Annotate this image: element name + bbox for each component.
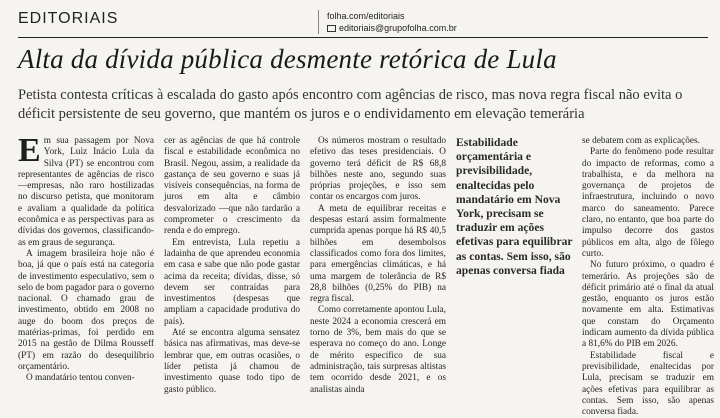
section-label: EDITORIAIS xyxy=(18,10,119,27)
paragraph: Como corretamente apontou Lula, neste 2024 a economia crescerá em torno de 3%, bem mais do que se esperava no começo do ano. Longe de mérito específico de sua administração, tais surpresas altistas tem ocorrido desde 2021, e os analistas ainda xyxy=(310,305,446,395)
paragraph: Parte do fenômeno pode resultar do impacto de reformas, como a trabalhista, e da melhora na governança de projetos de infraestrutura, incluindo o novo marco do saneamento. Parece claro, no entanto, que boa parte do impulso decorre dos gastos públicos em alta, algo de fôlego curto. xyxy=(582,147,714,259)
article-body xyxy=(18,132,714,418)
drop-cap: E xyxy=(18,132,41,169)
pull-quote xyxy=(456,136,574,278)
paragraph: se debatem com as explicações. xyxy=(582,136,700,146)
site-link[interactable]: folha.com/editoriais xyxy=(327,11,405,21)
paragraph: cer as agências de que há controle fiscal e estabilidade econômica no Brasil. Negou, assim, a realidade da gastança de seu governo e suas já visíveis consequências, na forma de juros em alta e câmbio desvalorizado —que não tardarão a comprometer o crescimento da renda e do emprego. xyxy=(164,136,300,237)
paragraph: Em entrevista, Lula repetiu a ladainha de que aprendeu economia em casa e sabe que não pode gastar acima da receita; dívidas, disse, só devem ser contraídas para investimentos (despesas que ampliam a capacidade produtiva do país). xyxy=(164,237,300,327)
paragraph: Estabilidade fiscal e previsibilidade, enaltecidas por Lula, precisam se traduzir em ações efetivas para equilibrar as contas. Sem isso, são apenas conversa fiada. xyxy=(582,350,714,418)
email-line xyxy=(327,22,457,34)
paragraph: Os números mostram o resultado efetivo das teses presidenciais. O governo terá déficit de R$ 68,8 bilhões neste ano, segundo suas próprias projeções, e isso sem contar os encargos com juros. xyxy=(310,136,446,203)
dek: Petista contesta críticas à escalada do gasto após encontro com agências de risco, mas nova regra fiscal não evita o déficit persistente de seu governo, que mantém os juros e o endividamento em elevação temerária xyxy=(18,87,683,122)
paragraph: O mandatário tentou conven- xyxy=(26,373,135,384)
column-1 xyxy=(18,132,154,385)
paragraph: No futuro próximo, o quadro é temerário. As projeções são de déficit primário até o final da atual gestão, enquanto os juros estão novamente em alta. Estimativas que constam do Orçamento indicam aumento da dívida pública a 81,6% do PIB em 2026. xyxy=(582,260,714,350)
email-link[interactable]: editoriais@grupofolha.com.br xyxy=(339,23,457,33)
paragraph xyxy=(18,132,154,249)
paragraph: Até se encontra alguma sensatez básica nas afirmativas, mas deve-se lembrar que, em outras ocasiões, o líder petista já chamou de investimento quase todo tipo de gasto público. xyxy=(164,328,300,395)
column-5 xyxy=(582,136,714,418)
column-2 xyxy=(164,136,300,396)
top-rule xyxy=(18,37,708,38)
paragraph-text: m sua passagem por Nova York, Luiz Inácio Lula da Silva (PT) se encontrou com representantes de agências de risco —empresas, não raro hostilizadas no discurso petista, que monitoram e avaliam a qualidade da política econômica e as perspectivas para as dívidas dos governos, classificando-as em graus de segurança. xyxy=(18,136,154,248)
header xyxy=(18,10,708,38)
paragraph: A imagem brasileira hoje não é boa, já que o país está na categoria de investimento especulativo, sem o selo de bom pagador para o governo nacional. O chamado grau de investimento, obtido em 2008 no auge do boom dos preços de matérias-primas, foi perdido em 2015 na gestão de Dilma Rousseff (PT) em razão do desequilíbrio orçamentário. xyxy=(18,248,154,372)
pull-quote-text: Estabilidade orçamentária e previsibilidade, enaltecidas pelo mandatário em Nova York, precisam se traduzir em ações efetivas para equilibrar as contas. Sem isso, são apenas conversa fiada xyxy=(456,136,573,277)
contact-block xyxy=(318,10,457,34)
paragraph: A meta de equilibrar receitas e despesas estará assim formalmente cumprida apenas porque há R$ 40,5 bilhões em desembolsos classificados como fora dos limites, para emergências climáticas, e há uma margem de tolerância de R$ 28,8 bilhões (0,25% do PIB) na regra fiscal. xyxy=(310,203,446,305)
column-3 xyxy=(310,136,446,396)
headline: Alta da dívida pública desmente retórica de Lula xyxy=(18,44,557,74)
mail-icon xyxy=(327,25,336,32)
